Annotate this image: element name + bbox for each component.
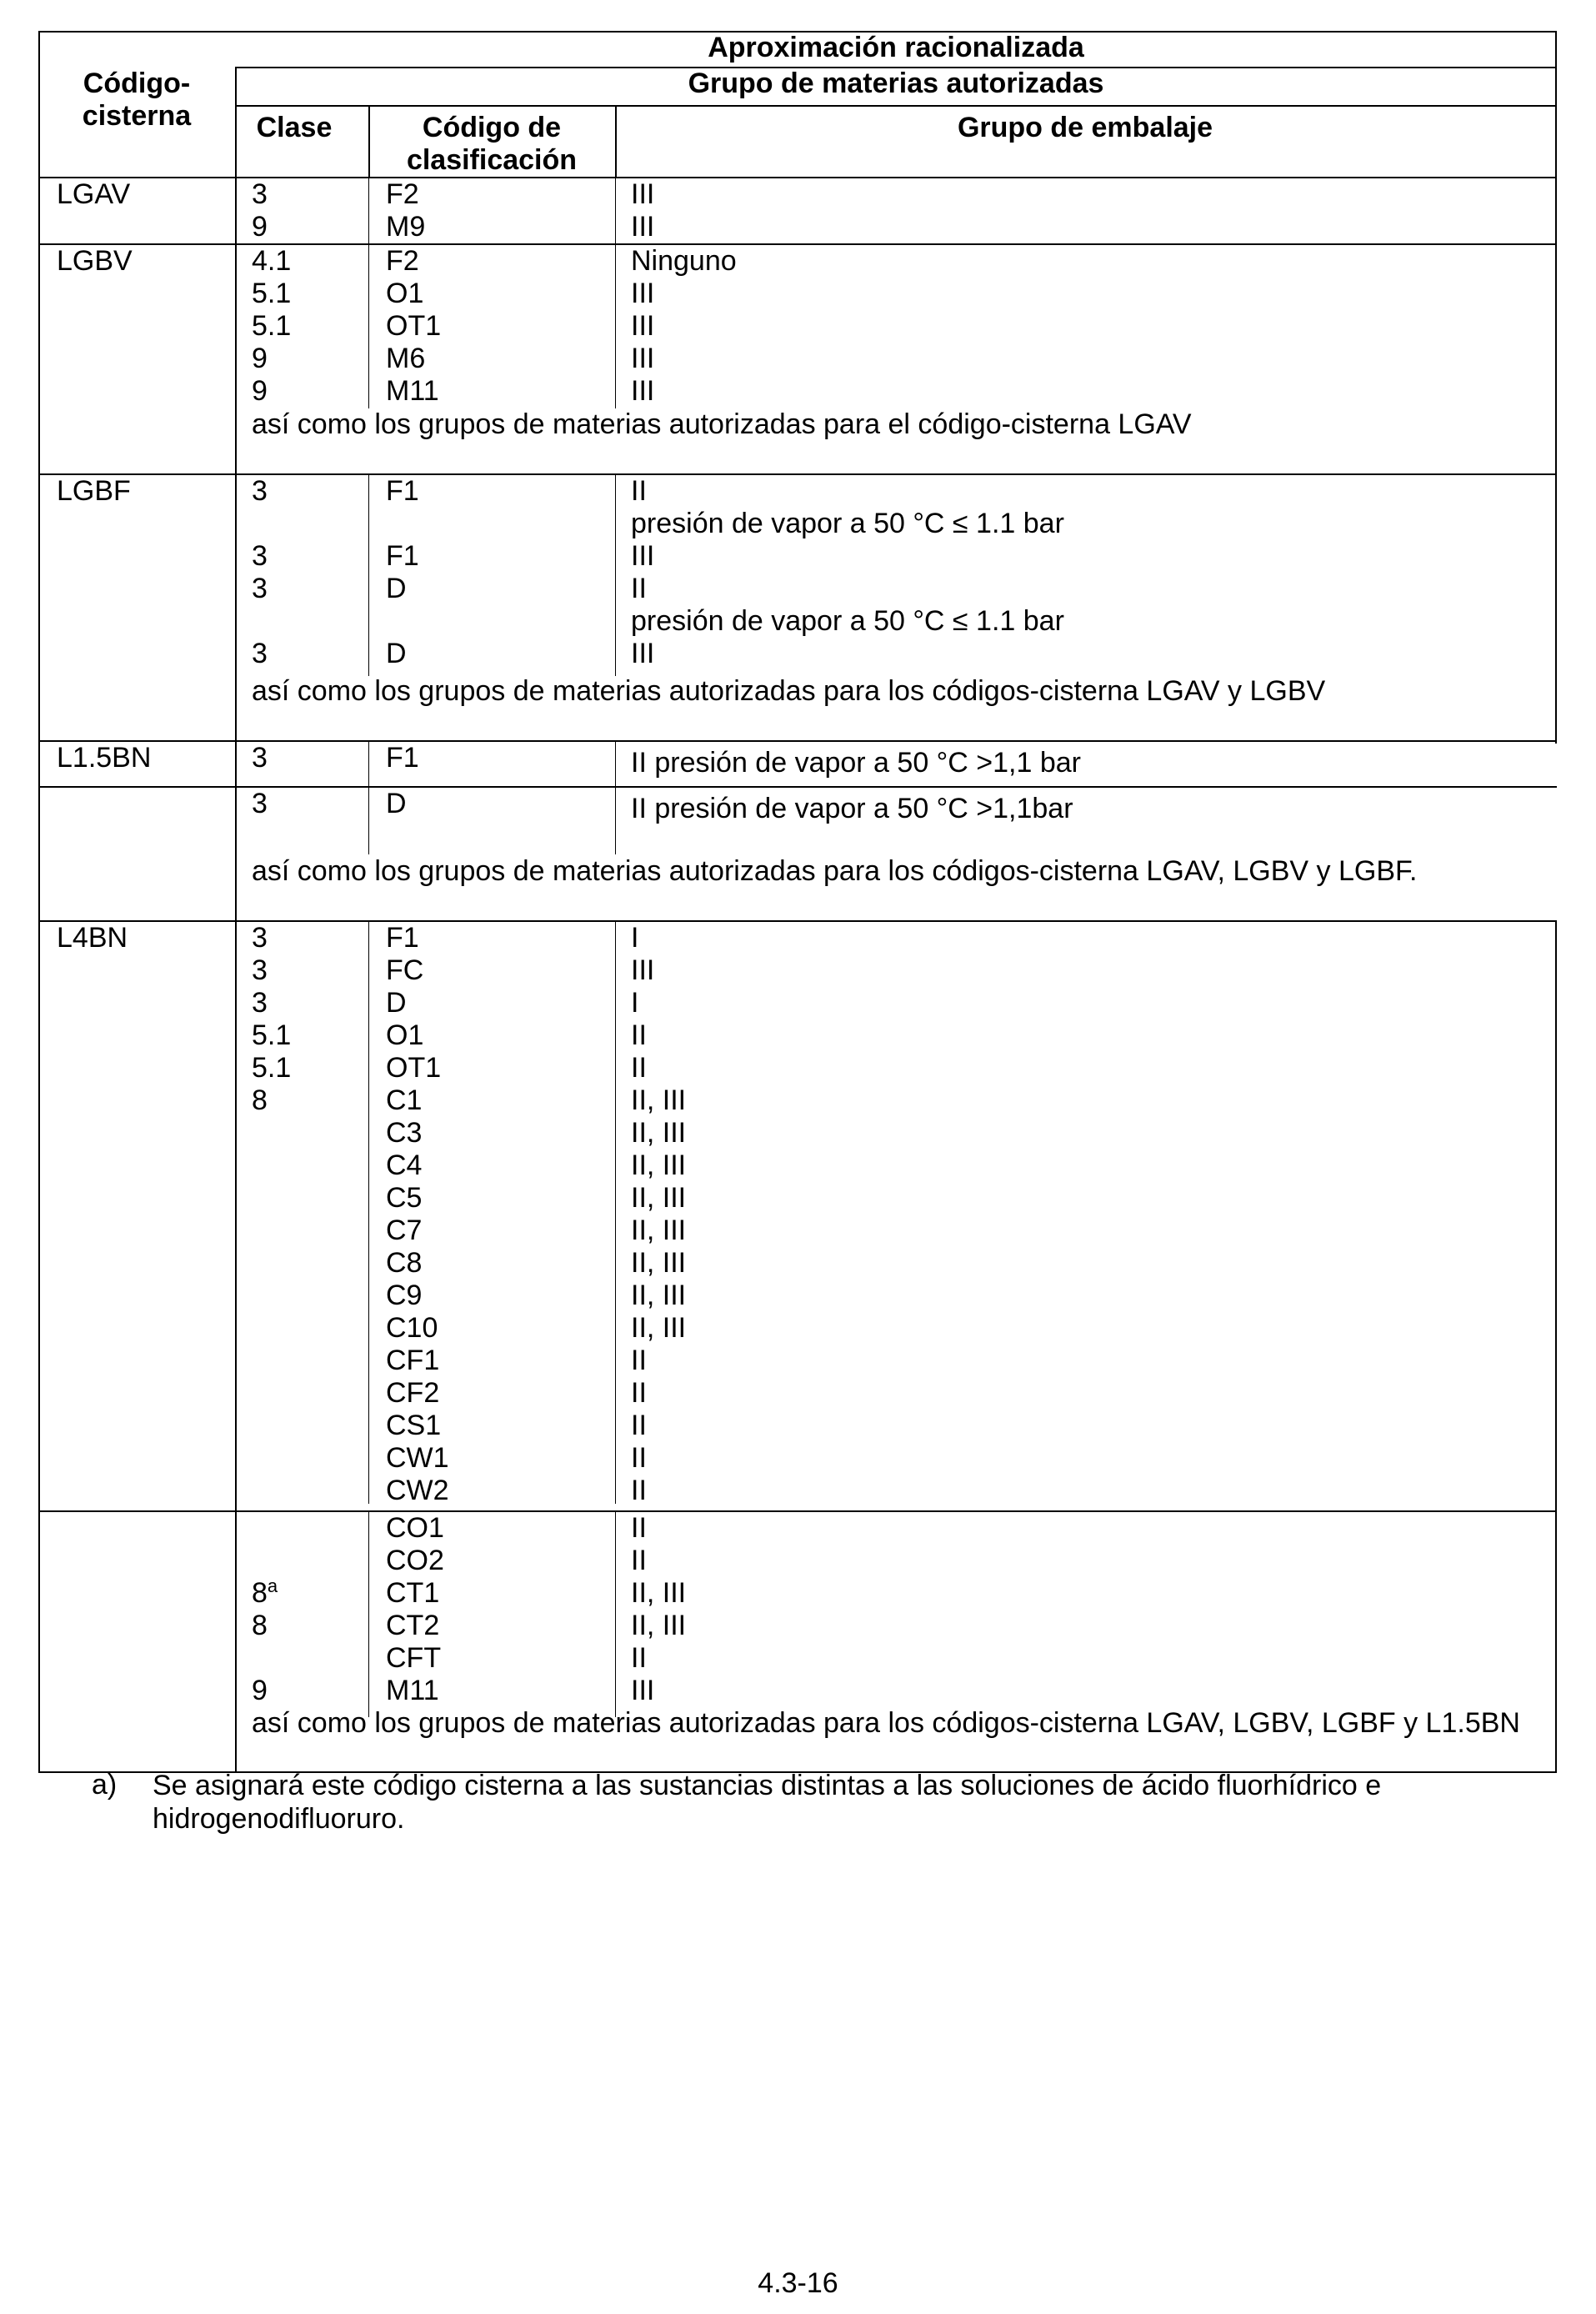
lgbf-embalaje: II presión de vapor a 50 °C ≤ 1.1 bar III II presión de vapor a 50 °C ≤ 1.1 bar III <box>631 475 1064 669</box>
lgav-clase: 3 9 <box>252 178 268 243</box>
header-grupo-materias: Grupo de materias autorizadas <box>688 68 1104 99</box>
rule <box>368 786 369 854</box>
rule <box>615 177 616 243</box>
rule <box>615 920 616 1504</box>
l4bn-clase-8a <box>252 1577 278 1610</box>
l15bn-clasif-1: F1 <box>386 742 419 774</box>
l4bn-clase-b-rest: 8 9 <box>252 1610 268 1706</box>
lgbv-code: LGBV <box>57 245 133 277</box>
lgbf-code: LGBF <box>57 475 131 507</box>
l4bn-clasif-a: F1 FC D O1 OT1 C1 C3 C4 C5 C7 C8 C9 C10 CF1 CF2 CS1 CW1 CW2 <box>386 922 449 1506</box>
l15bn-clasif-2: D <box>386 788 407 819</box>
rule <box>368 177 369 243</box>
rule <box>615 786 616 854</box>
lgbf-note: así como los grupos de materias autorizadas para los códigos-cisterna LGAV y LGBV <box>252 675 1326 707</box>
header-clase: Clase <box>256 112 333 143</box>
lgav-clasif: F2 M9 <box>386 178 426 243</box>
rule <box>368 473 369 676</box>
l4bn-clase-8a-value: 8 <box>252 1577 268 1609</box>
lgav-embalaje: III III <box>631 178 655 243</box>
rule <box>235 105 1557 107</box>
l15bn-note: así como los grupos de materias autorizadas para los códigos-cisterna LGAV, LGBV y LGBF. <box>252 855 1418 887</box>
l15bn-clase-1: 3 <box>252 742 268 774</box>
header-codigo-clasificacion: Código de clasificación <box>406 112 578 176</box>
rule <box>615 473 616 676</box>
l15bn-code: L1.5BN <box>57 742 152 774</box>
rule <box>368 243 369 408</box>
rule <box>38 1510 1557 1512</box>
header-codigo-cisterna: Código- cisterna <box>82 68 192 132</box>
header-top: Aproximación racionalizada <box>708 32 1084 63</box>
lgbv-clase: 4.1 5.1 5.1 9 9 <box>252 245 292 407</box>
l4bn-clasif-b: CO1 CO2 CT1 CT2 CFT M11 <box>386 1512 444 1706</box>
lgbv-note: así como los grupos de materias autorizadas para el código-cisterna LGAV <box>252 408 1192 440</box>
lgbf-clasif: F1 F1 D D <box>386 475 419 669</box>
l15bn-embalaje-1: II presión de vapor a 50 °C >1,1 bar <box>631 747 1081 779</box>
footnote-text: Se asignará este código cisterna a las sustancias distintas a las soluciones de ácido fluorhídrico e hidrogenodifluoruro. <box>153 1770 1382 1835</box>
l4bn-embalaje-a: I III I II II II, III II, III II, III II, III II, III II, III II, III II, III II II II II II <box>631 922 687 1506</box>
lgbv-embalaje: Ninguno III III III III <box>631 245 737 407</box>
rule <box>368 740 369 786</box>
l4bn-clase-a: 3 3 3 5.1 5.1 8 <box>252 922 292 1116</box>
rule <box>1555 31 1557 744</box>
page-number: 4.3-16 <box>758 2267 838 2299</box>
rule <box>615 740 616 786</box>
rule <box>1555 921 1557 1773</box>
l15bn-embalaje-2: II presión de vapor a 50 °C >1,1bar <box>631 793 1073 824</box>
lgbv-clasif: F2 O1 OT1 M6 M11 <box>386 245 442 407</box>
l4bn-note: así como los grupos de materias autorizadas para los códigos-cisterna LGAV, LGBV, LGBF y L1.5BN <box>252 1707 1520 1739</box>
rule <box>368 1510 369 1717</box>
rule <box>615 243 616 408</box>
lgbf-clase: 3 3 3 3 <box>252 475 268 669</box>
rule <box>615 1510 616 1717</box>
header-grupo-embalaje: Grupo de embalaje <box>957 112 1213 143</box>
l4bn-code: L4BN <box>57 922 128 954</box>
footnote-ref: a <box>267 1575 278 1596</box>
lgav-code: LGAV <box>57 178 131 210</box>
l4bn-embalaje-b: II II II, III II, III II III <box>631 1512 687 1706</box>
footnote-mark: a) <box>92 1769 118 1801</box>
l15bn-clase-2: 3 <box>252 788 268 819</box>
rule <box>368 920 369 1504</box>
